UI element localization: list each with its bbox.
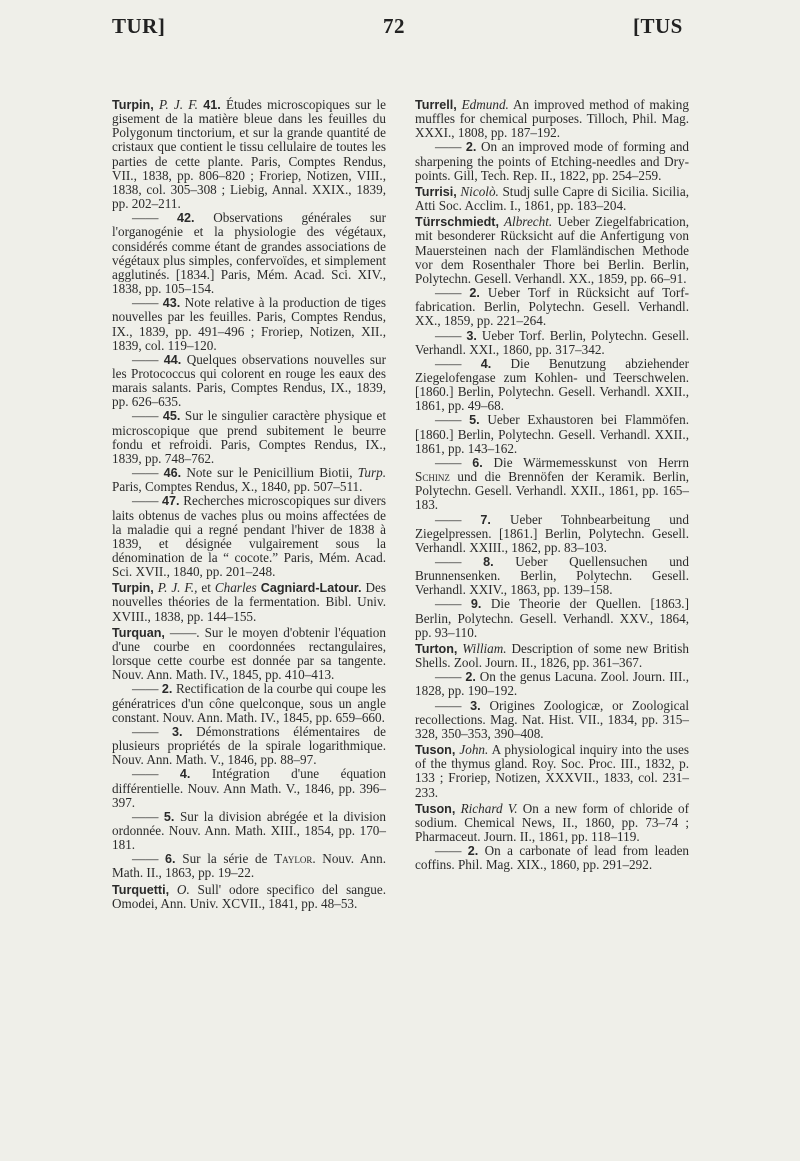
bibliography-subentry xyxy=(415,140,689,182)
small-caps-name: Schinz xyxy=(415,469,450,485)
author-name: Tuson, xyxy=(415,743,456,758)
entry-text: —— xyxy=(132,351,164,367)
bibliography-subentry xyxy=(112,211,386,296)
entry-number: 45. xyxy=(162,409,181,424)
author-given-name: P. J. F., xyxy=(153,580,198,596)
author-given-name: William. xyxy=(457,640,507,656)
entry-text: Origines Zoologicæ, or Zoological recollections. Mag. Nat. Hist. VII., 1834, pp. 315–328, 350–353, 390–408. xyxy=(415,697,690,741)
entry-text: Ueber Quellensuchen und Brunnensenken. Berlin, Polytechn. Gesell. Verhandl. XXIV., 1863, pp. 139–158. xyxy=(415,554,689,598)
entry-text: et xyxy=(197,580,215,596)
author-name: Turton, xyxy=(415,641,458,656)
author-name: Tuson, xyxy=(415,801,456,816)
entry-number: 5. xyxy=(163,809,175,824)
bibliography-subentry xyxy=(415,286,689,328)
bibliography-subentry xyxy=(415,329,689,357)
entry-text: —— xyxy=(435,843,468,859)
entry-text: On a new form of chloride of sodium. Chemical News, II., 1860, pp. 73–74 ; Pharmaceut. Journ. II., 1861, pp. 118–119. xyxy=(415,800,689,844)
right-column xyxy=(415,96,689,872)
bibliography-subentry xyxy=(112,494,386,579)
bibliography-entry xyxy=(415,185,689,213)
entry-text: Sur le singulier caractère physique et microscopique que prend subitement le beurre fondu et refroidi. Paris, Comptes Rendus, IX., 1839, pp. 748–762. xyxy=(112,408,386,466)
author-name: Cagniard-Latour. xyxy=(256,581,362,596)
running-head-right: [TUS xyxy=(633,14,683,38)
entry-text: und die Brennöfen der Keramik. Berlin, Polytechn. Gesell. Verhandl. XXII., 1861, pp. 165–183. xyxy=(415,469,689,513)
entry-text: —— xyxy=(435,139,466,155)
entry-number: 6. xyxy=(472,455,483,470)
entry-text: An improved method of making muffles for chemical purposes. Tilloch, Phil. Mag. XXXI., 1808, pp. 187–192. xyxy=(415,97,689,141)
entry-text: —— xyxy=(132,766,180,782)
entry-number: 3. xyxy=(470,698,481,713)
author-given-name: O. xyxy=(169,881,190,897)
bibliography-subentry xyxy=(415,413,689,455)
entry-number: 2. xyxy=(465,670,476,685)
entry-text: Ueber Torf. Berlin, Polytechn. Gesell. Verhandl. XXI., 1860, pp. 317–342. xyxy=(415,327,690,357)
bibliography-subentry xyxy=(415,670,689,698)
bibliography-entry xyxy=(415,802,689,844)
bibliography-entry xyxy=(112,883,386,911)
author-given-name: Edmund. xyxy=(456,97,509,112)
bibliography-subentry xyxy=(415,513,689,555)
entry-number: 4. xyxy=(480,356,492,371)
bibliography-subentry xyxy=(112,767,386,809)
entry-number: 42. xyxy=(177,211,195,226)
entry-number: 2. xyxy=(467,844,479,859)
bibliography-entry xyxy=(415,743,689,800)
bibliography-subentry xyxy=(415,456,689,513)
page-number: 72 xyxy=(383,14,405,38)
author-given-name: Nicolò. xyxy=(456,183,499,199)
entry-text: Die Wärmemesskunst von Herrn xyxy=(482,454,690,470)
entry-text: Quelques observations nouvelles sur les Protococcus qui colorent en rouge les eaux des marais salants. Paris, Comptes Rendus, IX., 1839, pp. 626–635. xyxy=(112,351,387,410)
author-name: Türrschmiedt, xyxy=(415,215,499,230)
bibliography-subentry xyxy=(112,296,386,353)
entry-number: 46. xyxy=(163,466,182,481)
entry-text: Die Benutzung abziehender Ziegelofengase zum Kohlen- und Teerschwelen. [1860.] Berlin, Polytechn. Gesell. Verhandl. XXII., 1861, pp. 49–68. xyxy=(415,355,690,414)
entry-number: 8. xyxy=(483,555,494,569)
bibliography-subentry xyxy=(415,597,689,639)
bibliography-subentry xyxy=(112,466,386,494)
bibliography-subentry xyxy=(112,725,386,767)
entry-text: On an improved mode of forming and sharpening the points of Etching-needles and Dry-points. Gill, Tech. Rep. II., 1822, pp. 254–259. xyxy=(415,139,690,183)
entry-text: —— xyxy=(435,669,466,685)
entry-number: 47. xyxy=(162,494,180,509)
entry-text: Sur la division abrégée et la division ordonnée. Nouv. Ann. Math. XIII., 1854, pp. 170–181. xyxy=(112,808,386,853)
entry-text: —— xyxy=(132,408,163,424)
bibliography-subentry xyxy=(112,810,386,852)
entry-text: Die Theorie der Quellen. [1863.] Berlin, Polytechn. Gesell. Verhandl. XXV., 1864, pp. 93–110. xyxy=(415,596,689,640)
author-given-name: John. xyxy=(455,742,489,758)
entry-text: Note sur le Penicillium Biotii, xyxy=(181,465,358,481)
bibliography-subentry xyxy=(415,844,689,872)
author-name: Turrell, xyxy=(415,98,457,112)
entry-text: Sur la série de xyxy=(175,851,275,867)
entry-text: —— xyxy=(435,454,473,470)
bibliography-entry xyxy=(112,98,386,211)
entry-text: —— xyxy=(132,851,166,867)
entry-number: 2. xyxy=(465,140,477,155)
entry-text: A physiological inquiry into the uses of the thymus gland. Roy. Soc. Proc. III., 1832, p. 133 ; Froriep, Notizen, XXXVII., 1833, col. 231–233. xyxy=(415,742,690,800)
entry-text: Intégration d'une équation différentielle. Nouv. Ann Math. V., 1846, pp. 396–397. xyxy=(112,766,387,810)
entry-text: Démonstrations élémentaires de plusieurs propriétés de la spirale logarithmique. Nouv. Ann. Math. V., 1846, pp. 88–97. xyxy=(112,723,387,768)
entry-text: Studj sulle Capre di Sicilia. Sicilia, Atti Soc. Acclim. I., 1861, pp. 183–204. xyxy=(415,183,689,214)
entry-text: Note relative à la production de tiges nouvelles par les feuilles. Paris, Comptes Rendus, IX., 1839, pp. 491–496 ; Froriep, Notizen, XII., 1839, col. 119–120. xyxy=(112,295,387,353)
entry-text: —— xyxy=(132,723,173,739)
entry-text: —— xyxy=(132,493,163,509)
bibliography-subentry xyxy=(112,353,386,410)
entry-number: 4. xyxy=(179,767,191,782)
entry-number: 5. xyxy=(469,413,480,428)
bibliography-subentry xyxy=(415,555,689,597)
entry-text: —— xyxy=(132,465,164,481)
author-given-name: Turp. xyxy=(357,465,387,481)
entry-number: 2. xyxy=(161,682,173,697)
left-column xyxy=(112,96,386,911)
entry-text: On the genus Lacuna. Zool. Journ. III., 1828, pp. 190–192. xyxy=(415,669,690,699)
entry-number: 44. xyxy=(163,352,182,367)
entry-text: Études microscopiques sur le gisement de la matière bleue dans les feuilles du Polygonum tinctorium, et sur la grande quantité de cristaux que contient le tissu cellulaire de toutes les parties de cette plante. Paris, Comptes Rendus, VII., 1838, pp. 806–820 ; Froriep, Notizen, VIII., 1838, col. 305–308 ; Liebig, Annal. XXIX., 1839, pp. 202–211. xyxy=(112,97,387,212)
entry-text: —— xyxy=(435,596,471,612)
entry-text: —— xyxy=(435,511,481,527)
entry-number: 7. xyxy=(480,512,491,527)
entry-text: —— xyxy=(435,327,467,343)
author-given-name: Charles xyxy=(214,580,257,596)
bibliography-entry xyxy=(112,581,386,623)
bibliography-subentry xyxy=(112,682,386,724)
entry-text: Ueber Tohnbearbeitung und Ziegelpressen. [1861.] Berlin, Polytechn. Gesell. Verhandl. XXIII., 1862, pp. 83–103. xyxy=(415,511,689,555)
entry-text: Rectification de la courbe qui coupe les génératrices d'un cône quelconque, sous un angle constant. Nouv. Ann. Math. IV., 1845, pp. 659–660. xyxy=(112,681,386,725)
entry-text: —— xyxy=(435,355,481,371)
entry-text: —— xyxy=(132,295,163,311)
entry-text: —— xyxy=(435,697,471,713)
entry-number: 43. xyxy=(162,296,181,311)
author-name: Turquetti, xyxy=(112,882,170,897)
bibliography-subentry xyxy=(112,409,386,466)
bibliography-entry xyxy=(415,98,689,140)
entry-text: Des nouvelles théories de la fermentation. Bibl. Univ. XVIII., 1838, pp. 144–155. xyxy=(112,580,386,624)
bibliography-entry xyxy=(112,626,386,683)
bibliography-entry xyxy=(415,215,689,286)
entry-number: 41. xyxy=(203,98,221,112)
entry-text: Ueber Ziegelfabrication, mit besonderer Rücksicht auf die Anfertigung von Mauersteinen nach der Flamländischen Methode vor dem Rosenthaler Thore bei Berlin. Berlin, Polytechn. Gesell. Verhandl. XX., 1859, pp. 66–91. xyxy=(415,214,689,286)
author-name: Turpin, xyxy=(112,98,154,112)
author-name: Turquan, xyxy=(112,625,165,640)
entry-number: 6. xyxy=(165,852,176,867)
author-name: Turpin, xyxy=(112,581,154,596)
bibliography-subentry xyxy=(112,852,386,880)
bibliography-subentry xyxy=(415,699,689,741)
entry-text: On a carbonate of lead from leaden coffins. Phil. Mag. XIX., 1860, pp. 291–292. xyxy=(415,843,690,873)
small-caps-name: Taylor. xyxy=(274,851,316,867)
entry-text: —— xyxy=(435,412,470,428)
entry-number: 9. xyxy=(470,597,482,612)
entry-text: Recherches microscopiques sur divers laits obtenus de vaches plus ou moins affectées de la maladie qui a regné pendant l'hiver de 1838 à 1839, et désignée vulgairement sous la dénomination de la “ cocote.” Paris, Mém. Acad. Sci. XVII., 1840, pp. 201–248. xyxy=(112,493,387,580)
entry-text: Nouv. Ann. Math. II., 1863, pp. 19–22. xyxy=(112,851,386,881)
entry-text: Paris, Comptes Rendus, X., 1840, pp. 507–511. xyxy=(112,479,363,495)
entry-text: —— xyxy=(132,681,162,697)
entry-text: —— xyxy=(435,554,484,569)
author-name: Turrisi, xyxy=(415,184,457,199)
entry-text: ——. Sur le moyen d'obtenir l'équation d'une courbe en coordonnées rectangulaires, lorsque cette courbe est donnée par sa tangente. Nouv. Ann. Math. IV., 1845, pp. 410–413. xyxy=(112,624,386,683)
entry-text: —— xyxy=(132,808,164,824)
entry-number: 3. xyxy=(172,724,183,739)
entry-text: Ueber Torf in Rücksicht auf Torf-fabrication. Berlin, Polytechn. Gesell. Verhandl. XX., 1859, pp. 221–264. xyxy=(415,285,689,329)
entry-number: 2. xyxy=(469,286,480,301)
running-head-left: TUR] xyxy=(112,14,166,38)
entry-text: —— xyxy=(132,210,178,226)
entry-text: —— xyxy=(435,285,470,301)
bibliography-entry xyxy=(415,642,689,670)
author-given-name: P. J. F. xyxy=(153,97,204,112)
author-given-name: Richard V. xyxy=(455,800,518,816)
entry-text: Sull' odore specifico del sangue. Omodei, Ann. Univ. XCVII., 1841, pp. 48–53. xyxy=(112,881,386,911)
entry-text: Description of some new British Shells. Zool. Journ. II., 1826, pp. 361–367. xyxy=(415,640,690,671)
entry-text: Observations générales sur l'organogénie et la physiologie des végétaux, considérés comme étant de grandes associations de végétaux plus simples, confervoïdes, et simplement agglutinés. [1834.] Paris, Mém. Acad. Sci. XIV., 1838, pp. 105–154. xyxy=(112,210,386,297)
author-given-name: Albrecht. xyxy=(498,214,553,230)
entry-number: 3. xyxy=(466,328,477,343)
entry-text: Ueber Exhaustoren bei Flammöfen. [1860.] Berlin, Polytechn. Gesell. Verhandl. XXII., 1861, pp. 143–162. xyxy=(415,412,690,456)
bibliography-subentry xyxy=(415,357,689,414)
